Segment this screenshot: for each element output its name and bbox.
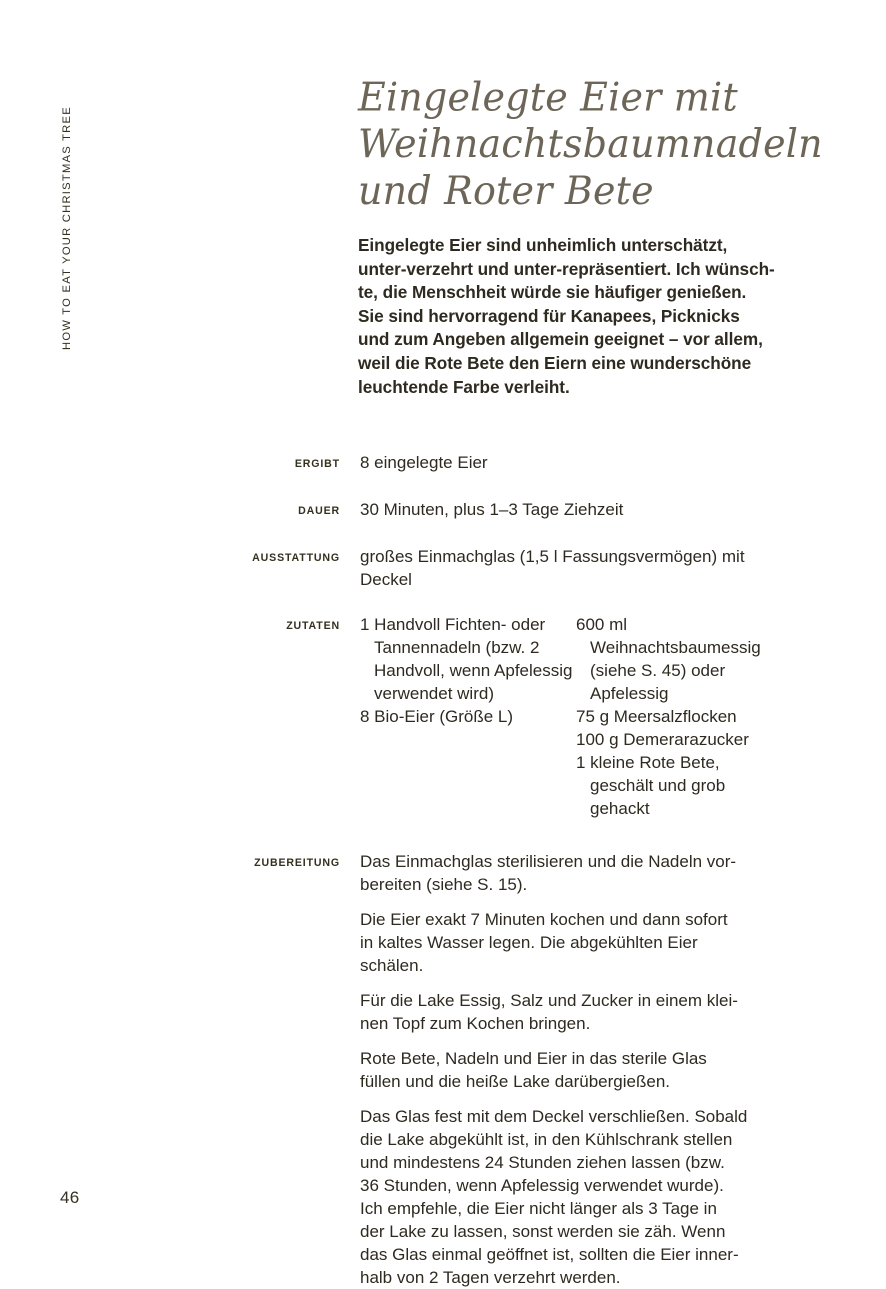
step-line: füllen und die heiße Lake darübergießen.	[360, 1072, 670, 1092]
recipe-meta	[248, 451, 780, 1289]
preparation-step	[360, 989, 780, 1035]
intro-line: leuchtende Farbe verleiht.	[358, 376, 570, 397]
step-line: die Lake abgekühlt ist, in den Kühlschrank stellen	[360, 1130, 733, 1150]
step-line: Rote Bete, Nadeln und Eier in das sterile Glas	[360, 1049, 707, 1069]
meta-row-zubereitung	[248, 850, 780, 1289]
ingredient-item: 8 Bio-Eier (Größe L)	[360, 707, 514, 727]
preparation-step	[360, 1047, 780, 1093]
preparation-step	[360, 908, 780, 977]
step-line: Ich empfehle, die Eier nicht länger als 3 Tage in	[360, 1199, 717, 1219]
ingredients-column-right	[576, 613, 780, 820]
step-line: der Lake zu lassen, sonst werden sie zäh. Wenn	[360, 1222, 726, 1242]
preparation-steps	[360, 850, 780, 1289]
meta-label-ausstattung: AUSSTATTUNG	[252, 552, 340, 565]
step-line: schälen.	[360, 956, 424, 976]
meta-row-zutaten	[248, 613, 780, 820]
meta-value-ausstattung	[340, 545, 780, 591]
title-line: und Roter Bete	[358, 167, 654, 214]
meta-label-zutaten: ZUTATEN	[286, 620, 340, 633]
step-line: 36 Stunden, wenn Apfelessig verwendet wurde).	[360, 1176, 724, 1196]
meta-label-ergibt: ERGIBT	[294, 458, 340, 471]
step-line: in kaltes Wasser legen. Die abgekühlten Eier	[360, 933, 698, 953]
intro-line: weil die Rote Bete den Eiern eine wunderschöne	[358, 352, 752, 373]
meta-label-dauer: DAUER	[298, 505, 340, 518]
recipe-intro	[358, 234, 780, 399]
intro-line: te, die Menschheit würde sie häufiger genießen.	[358, 282, 747, 303]
ingredient-item: 100 g Demerarazucker	[576, 730, 749, 750]
meta-label-zubereitung: ZUBEREITUNG	[254, 857, 340, 870]
ingredient-item: 1 kleine Rote Bete, geschält und grob gehackt	[576, 753, 726, 819]
step-line: und mindestens 24 Stunden ziehen lassen (bzw.	[360, 1153, 725, 1173]
ingredients-columns	[360, 613, 780, 820]
page-number: 46	[60, 1188, 80, 1207]
title-line: Weihnachtsbaumnadeln	[358, 120, 823, 167]
step-line: Das Glas fest mit dem Deckel verschließen. Sobald	[360, 1107, 748, 1127]
title-line: Eingelegte Eier mit	[358, 74, 738, 120]
step-line: nen Topf zum Kochen bringen.	[360, 1014, 591, 1034]
meta-row-dauer	[248, 498, 780, 523]
preparation-step	[360, 1105, 780, 1289]
running-head-text: HOW TO EAT YOUR CHRISTMAS TREE	[61, 106, 73, 350]
meta-row-ausstattung	[248, 545, 780, 591]
step-line: halb von 2 Tagen verzehrt werden.	[360, 1268, 621, 1288]
preparation-step	[360, 850, 780, 896]
step-line: das Glas einmal geöffnet ist, sollten die Eier inner-	[360, 1245, 739, 1265]
step-line: bereiten (siehe S. 15).	[360, 875, 528, 895]
ingredients-value	[340, 613, 780, 820]
running-head	[52, 78, 82, 378]
meta-value-dauer: 30 Minuten, plus 1–3 Tage Ziehzeit	[360, 500, 624, 520]
intro-line: und zum Angeben allgemein geeignet – vor allem,	[358, 329, 763, 350]
recipe-content	[248, 74, 823, 1289]
ingredient-item: 75 g Meersalzflocken	[576, 707, 737, 727]
intro-line: unter-verzehrt und unter-repräsentiert. Ich wünsch-	[358, 258, 775, 279]
meta-value-ergibt: 8 eingelegte Eier	[360, 453, 488, 473]
equipment-line: Deckel	[360, 570, 412, 590]
intro-line: Sie sind hervorragend für Kanapees, Picknicks	[358, 305, 740, 326]
intro-line: Eingelegte Eier sind unheimlich unterschätzt,	[358, 235, 728, 255]
recipe-title	[358, 74, 823, 214]
equipment-line: großes Einmachglas (1,5 l Fassungsvermögen) mit	[360, 547, 745, 567]
preparation-value	[340, 850, 780, 1289]
ingredient-item: 1 Handvoll Fichten- oder Tannennadeln (bzw. 2 Handvoll, wenn Apfelessig verwendet wird)	[360, 615, 573, 704]
step-line: Das Einmachglas sterilisieren und die Nadeln vor-	[360, 852, 737, 872]
step-line: Die Eier exakt 7 Minuten kochen und dann sofort	[360, 910, 728, 930]
ingredient-item: 600 ml Weihnachtsbaumessig (siehe S. 45) oder Apfelessig	[576, 615, 761, 704]
meta-row-ergibt	[248, 451, 780, 476]
step-line: Für die Lake Essig, Salz und Zucker in einem klei-	[360, 991, 738, 1011]
ingredients-column-left	[360, 613, 576, 820]
